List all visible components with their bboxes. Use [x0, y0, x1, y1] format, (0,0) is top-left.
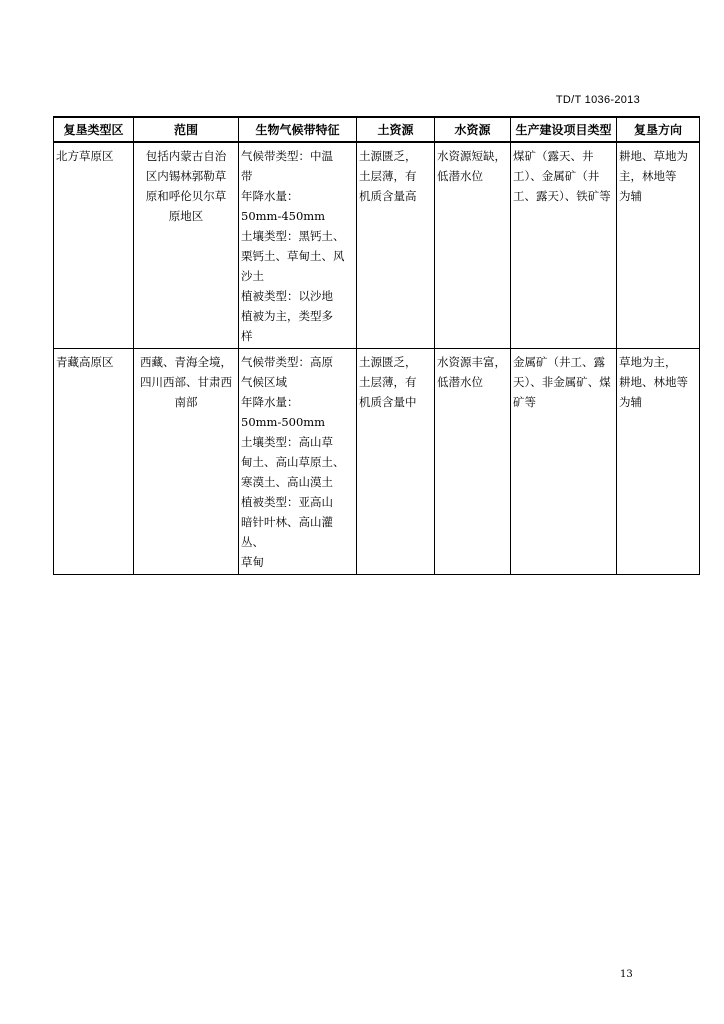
cell-project-type: 煤矿（露天、井 工）、金属矿（井 工、露天）、铁矿等 — [511, 142, 617, 349]
cell-type-zone: 北方草原区 — [54, 142, 134, 349]
column-header: 生产建设项目类型 — [511, 117, 617, 142]
column-header: 水资源 — [435, 117, 511, 142]
table-header-row — [54, 117, 700, 142]
cell-direction: 草地为主， 耕地、林地等 为辅 — [617, 349, 700, 575]
cell-climate: 气候带类型：中温 带 年降水量： 50mm-450mm 土壤类型：黑钙土、 栗钙土、草甸土、风 沙土 植被类型：以沙地 植被为主，类型多 样 — [239, 142, 357, 349]
standard-code: TD/T 1036-2013 — [555, 94, 640, 106]
cell-water: 水资源短缺， 低潜水位 — [435, 142, 511, 349]
column-header: 生物气候带特征 — [239, 117, 357, 142]
cell-soil: 土源匮乏， 土层薄，有 机质含量高 — [357, 142, 435, 349]
column-header: 土资源 — [357, 117, 435, 142]
cell-direction: 耕地、草地为 主，林地等 为辅 — [617, 142, 700, 349]
column-header: 复垦方向 — [617, 117, 700, 142]
table-row — [54, 349, 700, 575]
cell-climate: 气候带类型：高原 气候区域 年降水量： 50mm-500mm 土壤类型：高山草 甸土、高山草原土、 寒漠土、高山漠土 植被类型：亚高山 暗针叶林、高山灌丛、 草甸 — [239, 349, 357, 575]
column-header: 范围 — [134, 117, 239, 142]
cell-type-zone: 青藏高原区 — [54, 349, 134, 575]
reclamation-zone-table — [53, 116, 700, 575]
table-row — [54, 142, 700, 349]
cell-soil: 土源匮乏， 土层薄，有 机质含量中 — [357, 349, 435, 575]
cell-scope: 西藏、青海全境， 四川西部、甘肃西 南部 — [134, 349, 239, 575]
page-number: 13 — [620, 969, 633, 980]
column-header: 复垦类型区 — [54, 117, 134, 142]
cell-water: 水资源丰富， 低潜水位 — [435, 349, 511, 575]
cell-scope: 包括内蒙古自治 区内锡林郭勒草 原和呼伦贝尔草 原地区 — [134, 142, 239, 349]
cell-project-type: 金属矿（井工、露 天）、非金属矿、煤 矿等 — [511, 349, 617, 575]
